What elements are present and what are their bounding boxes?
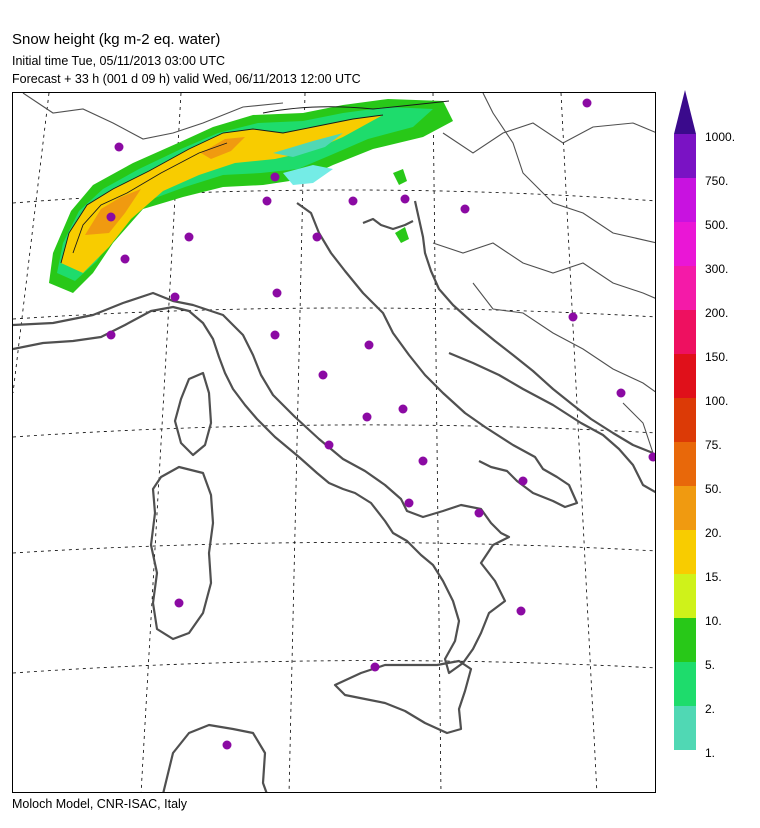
legend-label: 2. (705, 702, 716, 716)
station-marker (273, 289, 282, 298)
station-marker (313, 233, 322, 242)
station-marker (185, 233, 194, 242)
map-title: Snow height (kg m-2 eq. water) (12, 31, 221, 48)
legend-swatch (674, 222, 696, 266)
islands (151, 353, 656, 793)
legend-swatch (674, 706, 696, 750)
legend-label: 750. (705, 174, 729, 188)
station-marker (107, 213, 116, 222)
legend-label: 15. (705, 570, 722, 584)
station-marker (399, 405, 408, 414)
forecast-valid-label: Forecast + 33 h (001 d 09 h) valid Wed, 06/11/2013 12:00 UTC (12, 72, 361, 86)
station-marker (405, 499, 414, 508)
station-marker (617, 389, 626, 398)
legend-swatch (674, 178, 696, 222)
station-marker (171, 293, 180, 302)
legend-label: 150. (705, 350, 729, 364)
legend-label: 500. (705, 218, 729, 232)
station-marker (223, 741, 232, 750)
color-legend (674, 90, 696, 750)
corsica-coast (175, 373, 211, 455)
sardinia-coast (151, 467, 213, 639)
initial-time-label: Initial time Tue, 05/11/2013 03:00 UTC (12, 54, 226, 68)
legend-swatch (674, 574, 696, 618)
station-marker (319, 371, 328, 380)
legend-swatch (674, 442, 696, 486)
station-marker (519, 477, 528, 486)
legend-swatch (674, 134, 696, 178)
legend-label: 75. (705, 438, 722, 452)
model-credit: Moloch Model, CNR-ISAC, Italy (12, 797, 188, 811)
legend-swatch (674, 310, 696, 354)
legend-bins (674, 134, 696, 750)
station-marker (363, 413, 372, 422)
station-marker (263, 197, 272, 206)
station-marker (325, 441, 334, 450)
legend-label: 200. (705, 306, 729, 320)
station-marker (475, 509, 484, 518)
legend-swatch (674, 266, 696, 310)
station-marker (121, 255, 130, 264)
snow-field-alps (49, 99, 453, 293)
snow-height-map (12, 92, 656, 793)
station-marker (517, 607, 526, 616)
legend-swatch (674, 662, 696, 706)
station-marker (271, 331, 280, 340)
legend-label: 1. (705, 746, 716, 760)
legend-swatch (674, 618, 696, 662)
africa-coast (163, 725, 267, 793)
station-marker (649, 453, 657, 462)
legend-swatch (674, 354, 696, 398)
legend-swatch (674, 486, 696, 530)
station-marker (175, 599, 184, 608)
station-marker (371, 663, 380, 672)
legend-arrow (674, 90, 696, 134)
station-marker (107, 331, 116, 340)
station-marker (461, 205, 470, 214)
legend-label: 5. (705, 658, 716, 672)
station-marker (115, 143, 124, 152)
station-marker (271, 173, 280, 182)
legend-label: 300. (705, 262, 729, 276)
station-marker (583, 99, 592, 108)
legend-label: 1000. (705, 130, 736, 144)
legend-label: 50. (705, 482, 722, 496)
station-marker (569, 313, 578, 322)
station-marker (349, 197, 358, 206)
legend-label: 100. (705, 394, 729, 408)
legend-swatch (674, 530, 696, 574)
legend-label: 10. (705, 614, 722, 628)
station-marker (401, 195, 410, 204)
legend-label: 20. (705, 526, 722, 540)
legend-swatch (674, 398, 696, 442)
station-marker (419, 457, 428, 466)
station-marker (365, 341, 374, 350)
